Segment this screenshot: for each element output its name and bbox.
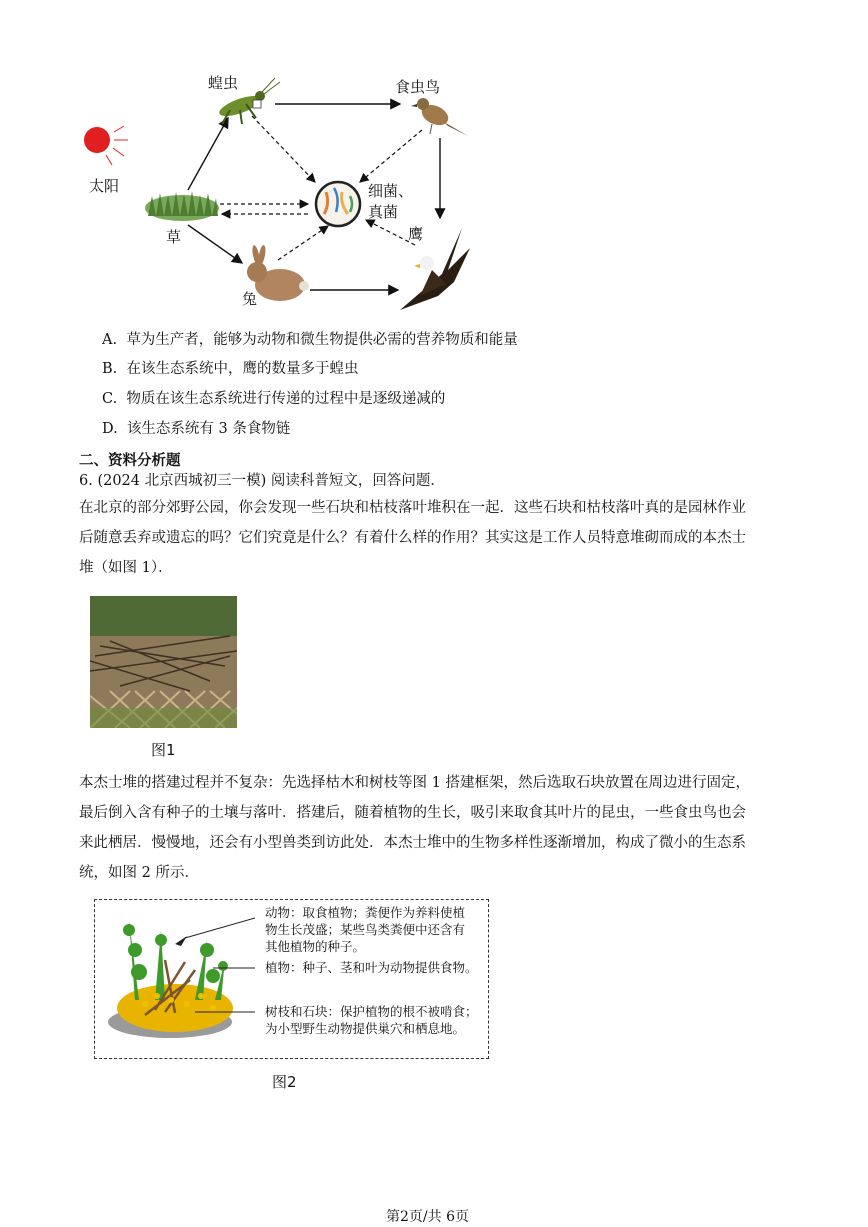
figure-2-note-animals (265, 904, 465, 955)
option-a (102, 330, 518, 350)
arrow-grasshopper-to-decomposers (252, 116, 315, 182)
arrow-grass-to-grasshopper (188, 118, 228, 190)
paragraph-line: 本杰士堆的搭建过程并不复杂：先选择枯木和树枝等图 1 搭建框架，然后选取石块放置在周边进行固定， (79, 775, 750, 791)
insectivorous-bird-icon (411, 98, 468, 136)
question-prompt: 阅读科普短文，回答问题． (270, 473, 445, 489)
option-letter: B. (102, 361, 118, 377)
paragraph-line: 后随意丢弃或遗忘的吗？它们究竟是什么？有着什么样的作用？其实这是工作人员特意堆砌而成的本杰士 (79, 530, 746, 546)
question-6-header (79, 469, 445, 490)
option-b (102, 359, 358, 379)
bacteria-fungi-icon (316, 182, 360, 226)
option-text: 物质在该生态系统进行传递的过程中是逐级递减的 (126, 391, 446, 407)
sun-icon (84, 126, 128, 165)
figure-2-note-plants (265, 959, 478, 976)
paragraph-1 (79, 493, 784, 583)
label-rabbit: 兔 (242, 290, 258, 308)
figure-2-caption: 图2 (272, 1073, 297, 1091)
grass-icon (145, 191, 219, 221)
label-insectivorous-bird: 食虫鸟 (395, 78, 441, 96)
paragraph-line: 在北京的部分郊野公园，你会发现一些石块和枯枝落叶堆积在一起．这些石块和枯枝落叶真的是园林作业 (79, 500, 746, 516)
option-letter: D. (102, 421, 118, 437)
figure-2-illustration (95, 900, 255, 1058)
paragraph-line: 来此栖居．慢慢地，还会有小型兽类到访此处．本杰士堆中的生物多样性逐渐增加，构成了微小的生态系 (79, 835, 746, 851)
food-web-diagram (70, 60, 490, 320)
label-decomposers-line1: 细菌、 (368, 182, 414, 200)
note-line: 树枝和石块：保护植物的根不被啃食； (265, 1004, 478, 1019)
question-number: 6. (79, 473, 93, 489)
paragraph-line: 统，如图 2 所示． (79, 865, 199, 881)
figure-1-photo (90, 596, 237, 728)
option-d (102, 419, 290, 439)
paragraph-line: 堆（如图 1）． (79, 560, 173, 576)
option-text: 在该生态系统中，鹰的数量多于蝗虫 (126, 361, 359, 377)
option-text: 该生态系统有 3 条食物链 (126, 421, 291, 437)
arrow-grass-to-rabbit (188, 225, 242, 263)
note-line: 动物：取食植物；粪便作为养料使植 (265, 905, 466, 920)
note-line: 物生长茂盛；某些鸟类粪便中还含有 (265, 922, 466, 937)
paragraph-2 (79, 768, 784, 888)
option-c (102, 389, 445, 409)
figure-2-note-branches (265, 1003, 478, 1037)
label-sun: 太阳 (89, 177, 120, 195)
figure-2-frame (94, 899, 489, 1059)
arrow-rabbit-to-decomposers (278, 226, 328, 260)
label-eagle: 鹰 (408, 225, 424, 243)
option-text: 草为生产者，能够为动物和微生物提供必需的营养物质和能量 (126, 332, 518, 348)
note-line: 为小型野生动物提供巢穴和栖息地。 (265, 1021, 466, 1036)
option-letter: A. (102, 332, 118, 348)
label-decomposers-line2: 真菌 (368, 203, 399, 221)
food-web-arrows (70, 60, 490, 320)
question-source: (2024 北京西城初三一模) (97, 473, 267, 489)
label-grass: 草 (166, 228, 182, 246)
arrow-bird-to-decomposers (360, 130, 422, 182)
page-footer: 第2页/共 6页 (386, 1209, 469, 1225)
label-grasshopper: 蝗虫 (208, 74, 239, 92)
figure-1-caption: 图1 (151, 741, 176, 759)
option-letter: C. (102, 391, 118, 407)
section-heading: 二、资料分析题 (79, 452, 181, 469)
note-line: 植物：种子、茎和叶为动物提供食物。 (265, 960, 478, 975)
note-line: 其他植物的种子。 (265, 939, 366, 954)
paragraph-line: 最后倒入含有种子的土壤与落叶．搭建后，随着植物的生长，吸引来取食其叶片的昆虫，一些食虫鸟也会 (79, 805, 746, 821)
